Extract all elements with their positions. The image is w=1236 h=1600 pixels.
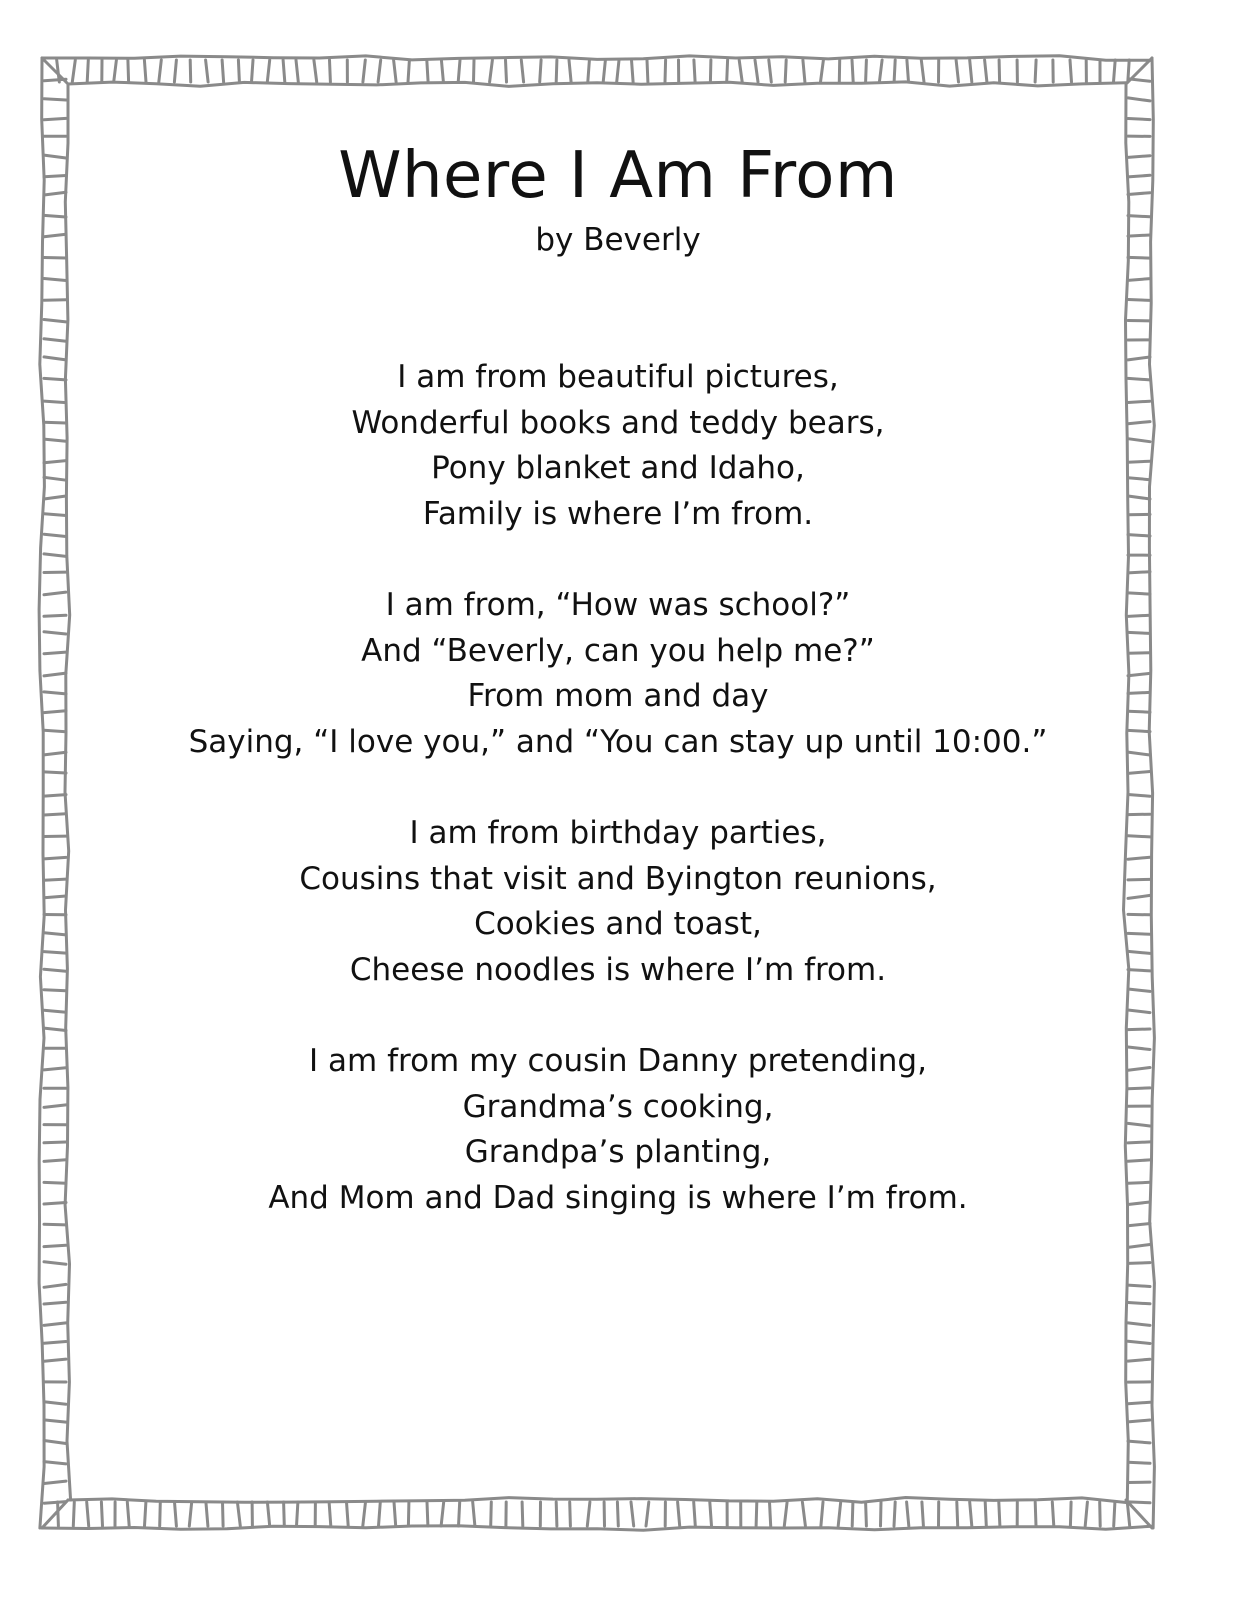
poem-line: And “Beverly, can you help me?” [361, 632, 875, 669]
poem-line: I am from beautiful pictures, [397, 359, 839, 395]
poem-line: From mom and day [467, 678, 769, 714]
stanza-2 [130, 583, 1106, 765]
poem-line: Wonderful books and teddy bears, [351, 404, 885, 441]
poem-line: Cousins that visit and Byington reunions, [299, 860, 937, 897]
poem-line: And Mom and Dad singing is where I’m from. [268, 1179, 968, 1216]
poem-line: I am from birthday parties, [409, 815, 827, 851]
author-byline: by Beverly [535, 222, 701, 258]
poem-line: I am from, “How was school?” [385, 587, 851, 623]
poem-line: Grandpa’s planting, [464, 1134, 772, 1170]
poem-body [130, 355, 1106, 1267]
poem-line: Grandma’s cooking, [462, 1088, 774, 1125]
poem-line: Cookies and toast, [474, 906, 762, 942]
poem-line: Cheese noodles is where I’m from. [349, 951, 887, 988]
stanza-4 [130, 1039, 1106, 1221]
poem-line: Pony blanket and Idaho, [431, 450, 805, 486]
poem-line: I am from my cousin Danny pretending, [309, 1043, 927, 1079]
stanza-3 [130, 811, 1106, 993]
stanza-1 [130, 355, 1106, 537]
poem-line: Saying, “I love you,” and “You can stay up until 10:00.” [188, 723, 1048, 760]
poem-title: Where I Am From [338, 139, 898, 213]
poem-line: Family is where I’m from. [422, 495, 814, 532]
